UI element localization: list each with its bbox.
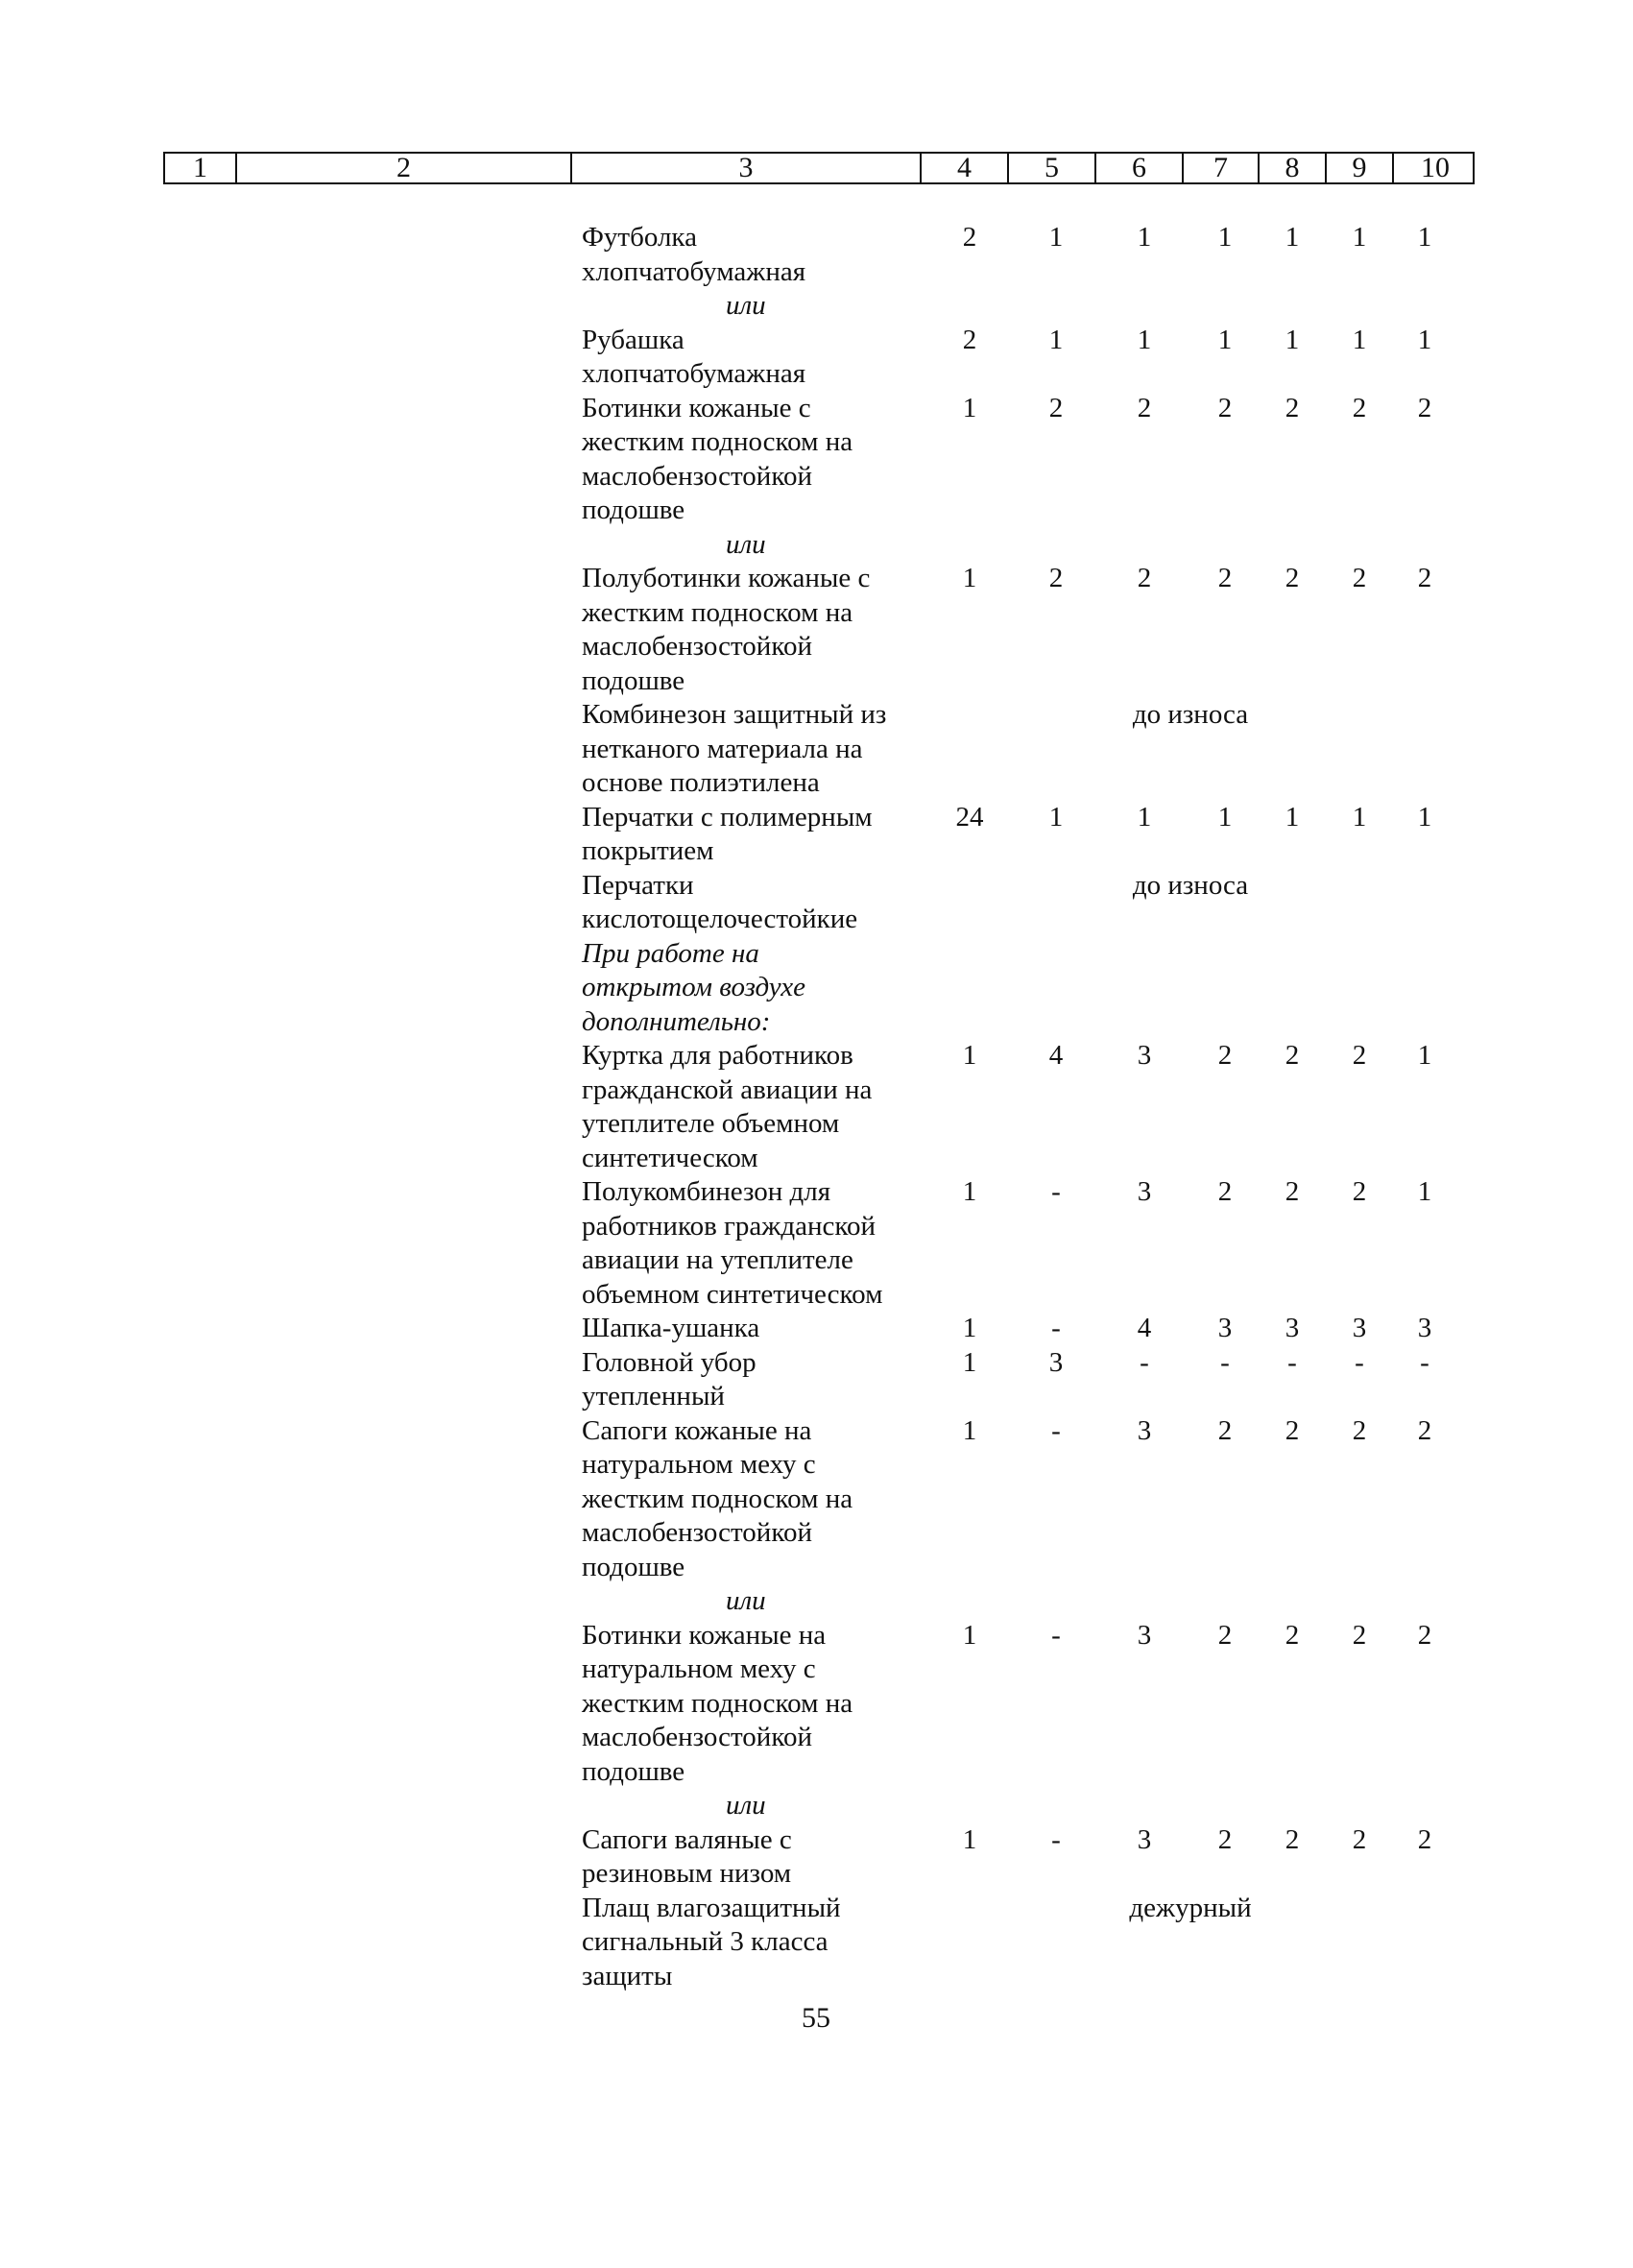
- name-line: Футболка: [582, 222, 697, 253]
- header-cell: 10: [1392, 154, 1477, 182]
- name-line: жестким подноском на: [582, 596, 853, 628]
- value-cell: 2: [1285, 1176, 1300, 1207]
- value-cell: 2: [1217, 1040, 1233, 1071]
- value-cell: 1: [1137, 801, 1152, 832]
- header-cell: 3: [570, 154, 920, 182]
- name-line: подошве: [582, 495, 685, 525]
- name-line: При работе на: [582, 937, 759, 969]
- value-cell: 2: [1417, 563, 1432, 593]
- alternative-separator: [0, 1584, 1633, 1619]
- value-cell: 2: [1137, 392, 1152, 423]
- table-row: [0, 1346, 1633, 1414]
- item-name: [582, 1346, 937, 1414]
- value-cell: 24: [955, 801, 984, 832]
- value-cell: 3: [1352, 1313, 1367, 1343]
- value-cell: 1: [962, 392, 977, 423]
- value-cell: 1: [1352, 324, 1367, 355]
- name-line: нетканого материала на: [582, 733, 863, 764]
- value-cell: 2: [1352, 392, 1367, 423]
- name-line: покрытием: [582, 835, 714, 866]
- value-cell: 1: [1417, 1176, 1432, 1207]
- value-cell: 1: [962, 1414, 977, 1446]
- value-cell: 2: [1352, 1823, 1367, 1855]
- table-row: [0, 801, 1633, 869]
- value-cell: 1: [962, 1040, 977, 1071]
- value-cell: 1: [1137, 324, 1152, 355]
- item-name: [582, 1175, 937, 1312]
- name-line: синтетическом: [582, 1142, 758, 1173]
- value-cell: 3: [1137, 1619, 1152, 1651]
- name-line: Полуботинки кожаные с: [582, 563, 871, 593]
- name-line: Шапка-ушанка: [582, 1313, 760, 1343]
- value-cell: -: [1287, 1346, 1297, 1378]
- name-line: маслобензостойкой: [582, 631, 812, 662]
- name-line: натуральном меху с: [582, 1449, 816, 1480]
- value-cell: 2: [1285, 1414, 1300, 1446]
- item-name: [582, 801, 937, 869]
- value-cell: 2: [1285, 1823, 1300, 1855]
- value-cell: 1: [962, 563, 977, 593]
- value-cell: 2: [1285, 1040, 1300, 1071]
- name-line: жестким подноском на: [582, 1687, 853, 1719]
- value-cell: 2: [1417, 1823, 1432, 1855]
- name-line: Головной убор: [582, 1346, 756, 1378]
- table-row: [0, 1823, 1633, 1892]
- value-cell: 1: [1352, 801, 1367, 832]
- alternative-separator: [0, 528, 1633, 563]
- value-cell: 3: [1137, 1823, 1152, 1855]
- name-line: хлопчатобумажная: [582, 255, 806, 287]
- value-cell: 3: [1137, 1176, 1152, 1207]
- name-line: авиации на утеплителе: [582, 1244, 853, 1275]
- value-cell: 1: [1217, 324, 1233, 355]
- value-cell: 4: [1137, 1313, 1152, 1343]
- value-cell: -: [1140, 1346, 1149, 1378]
- alternative-separator: [0, 1789, 1633, 1823]
- name-line: сигнальный 3 класса: [582, 1926, 829, 1957]
- table-row: [0, 1892, 1633, 1994]
- name-line: хлопчатобумажная: [582, 358, 806, 389]
- value-cell: 2: [1217, 392, 1233, 423]
- name-line: жестким подноском на: [582, 1483, 853, 1514]
- value-cell: 2: [962, 222, 977, 253]
- value-cell: 1: [1417, 324, 1432, 355]
- value-cell: 2: [1352, 1176, 1367, 1207]
- separator-text: или: [726, 290, 766, 321]
- item-name: [582, 1312, 937, 1346]
- span-value: до износа: [1132, 699, 1249, 730]
- item-name: [582, 1414, 937, 1585]
- name-line: Перчатки: [582, 869, 694, 901]
- value-cell: 2: [1417, 1619, 1432, 1651]
- name-line: дополнительно:: [582, 1005, 771, 1037]
- value-cell: 3: [1048, 1346, 1064, 1378]
- value-cell: 2: [1285, 563, 1300, 593]
- separator-text: или: [726, 1790, 766, 1821]
- value-cell: -: [1051, 1823, 1061, 1855]
- name-line: подошве: [582, 664, 685, 696]
- value-cell: 1: [1048, 222, 1064, 253]
- header-cell: 5: [1007, 154, 1094, 182]
- alternative-separator: [0, 289, 1633, 324]
- value-cell: 1: [1217, 222, 1233, 253]
- separator-text: или: [726, 1585, 766, 1616]
- item-name: [582, 1892, 937, 1994]
- value-cell: 2: [1217, 1414, 1233, 1446]
- name-line: маслобензостойкой: [582, 460, 812, 492]
- value-cell: -: [1051, 1176, 1061, 1207]
- value-cell: 2: [1417, 392, 1432, 423]
- name-line: подошве: [582, 1551, 685, 1582]
- value-cell: 4: [1048, 1040, 1064, 1071]
- value-cell: 2: [1217, 1823, 1233, 1855]
- span-value: до износа: [1132, 869, 1249, 901]
- table-row: [0, 1619, 1633, 1790]
- name-line: жестким подноском на: [582, 426, 853, 457]
- value-cell: 2: [1217, 1619, 1233, 1651]
- value-cell: 1: [1417, 1040, 1432, 1071]
- name-line: защиты: [582, 1960, 673, 1991]
- note-text: [582, 937, 937, 1040]
- name-line: открытом воздухе: [582, 972, 806, 1002]
- name-line: работников гражданской: [582, 1210, 876, 1242]
- value-cell: 3: [1217, 1313, 1233, 1343]
- name-line: резиновым низом: [582, 1858, 792, 1889]
- table-header: [163, 152, 1475, 184]
- table-row: [0, 562, 1633, 698]
- item-name: [582, 698, 937, 801]
- value-cell: 2: [1352, 1619, 1367, 1651]
- value-cell: 2: [1048, 392, 1064, 423]
- page-number: 55: [802, 2002, 830, 2034]
- value-cell: 1: [1417, 222, 1432, 253]
- value-cell: -: [1051, 1313, 1061, 1343]
- table-row: [0, 221, 1633, 289]
- header-cell: 9: [1325, 154, 1392, 182]
- name-line: Плащ влагозащитный: [582, 1892, 841, 1923]
- item-name: [582, 562, 937, 698]
- value-cell: 2: [1417, 1414, 1432, 1446]
- header-cell: 7: [1182, 154, 1258, 182]
- header-cell: 1: [193, 152, 207, 183]
- name-line: маслобензостойкой: [582, 1517, 812, 1548]
- name-line: Полукомбинезон для: [582, 1176, 831, 1207]
- name-line: объемном синтетическом: [582, 1278, 883, 1310]
- header-cell: 8: [1258, 154, 1325, 182]
- name-line: подошве: [582, 1755, 685, 1787]
- name-line: Комбинезон защитный из: [582, 699, 887, 730]
- value-cell: 1: [1285, 801, 1300, 832]
- name-line: маслобензостойкой: [582, 1722, 812, 1752]
- name-line: кислотощелочестойкие: [582, 904, 858, 934]
- value-cell: 1: [962, 1823, 977, 1855]
- header-cell: 4: [920, 154, 1007, 182]
- name-line: основе полиэтилена: [582, 767, 820, 798]
- value-cell: -: [1051, 1414, 1061, 1446]
- value-cell: 1: [1285, 324, 1300, 355]
- value-cell: 2: [1352, 563, 1367, 593]
- value-cell: -: [1355, 1346, 1364, 1378]
- name-line: Ботинки кожаные на: [582, 1619, 827, 1651]
- table-row: [0, 324, 1633, 392]
- value-cell: 1: [962, 1176, 977, 1207]
- value-cell: 2: [1137, 563, 1152, 593]
- value-cell: 1: [1137, 222, 1152, 253]
- name-line: гражданской авиации на: [582, 1074, 873, 1105]
- name-line: Ботинки кожаные с: [582, 392, 811, 423]
- value-cell: 1: [1352, 222, 1367, 253]
- item-name: [582, 1619, 937, 1790]
- table-body: [0, 221, 1633, 1993]
- value-cell: 3: [1137, 1414, 1152, 1446]
- value-cell: 2: [1285, 392, 1300, 423]
- header-cell: 6: [1094, 154, 1182, 182]
- table-row: [0, 392, 1633, 528]
- value-cell: 2: [1352, 1040, 1367, 1071]
- name-line: утепленный: [582, 1381, 725, 1411]
- name-line: утеплителе объемном: [582, 1108, 840, 1139]
- section-note: [0, 937, 1633, 1040]
- value-cell: 2: [1048, 563, 1064, 593]
- name-line: Сапоги валяные с: [582, 1823, 792, 1855]
- item-name: [582, 221, 937, 289]
- item-name: [582, 324, 937, 392]
- value-cell: 1: [1417, 801, 1432, 832]
- value-cell: 1: [962, 1346, 977, 1378]
- value-cell: -: [1220, 1346, 1230, 1378]
- table-row: [0, 698, 1633, 801]
- item-name: [582, 392, 937, 528]
- value-cell: 2: [1217, 563, 1233, 593]
- item-name: [582, 1823, 937, 1892]
- item-name: [582, 869, 937, 937]
- name-line: Перчатки с полимерным: [582, 801, 873, 832]
- name-line: натуральном меху с: [582, 1653, 816, 1684]
- value-cell: 3: [1417, 1313, 1432, 1343]
- table-row: [0, 869, 1633, 937]
- name-line: Сапоги кожаные на: [582, 1414, 812, 1446]
- value-cell: 2: [1285, 1619, 1300, 1651]
- separator-text: или: [726, 528, 766, 560]
- value-cell: 2: [962, 324, 977, 355]
- value-cell: 2: [1352, 1414, 1367, 1446]
- value-cell: -: [1051, 1619, 1061, 1651]
- value-cell: 1: [1217, 801, 1233, 832]
- header-cell: 2: [235, 154, 570, 182]
- name-line: Куртка для работников: [582, 1040, 853, 1071]
- value-cell: 1: [1285, 222, 1300, 253]
- value-cell: -: [1420, 1346, 1429, 1378]
- item-name: [582, 1039, 937, 1175]
- value-cell: 1: [962, 1619, 977, 1651]
- value-cell: 3: [1285, 1313, 1300, 1343]
- value-cell: 1: [1048, 324, 1064, 355]
- table-row: [0, 1175, 1633, 1312]
- value-cell: 1: [962, 1313, 977, 1343]
- value-cell: 3: [1137, 1040, 1152, 1071]
- table-row: [0, 1039, 1633, 1175]
- table-row: [0, 1312, 1633, 1346]
- table-row: [0, 1414, 1633, 1585]
- span-value: дежурный: [1129, 1892, 1252, 1923]
- value-cell: 2: [1217, 1176, 1233, 1207]
- name-line: Рубашка: [582, 324, 684, 355]
- value-cell: 1: [1048, 801, 1064, 832]
